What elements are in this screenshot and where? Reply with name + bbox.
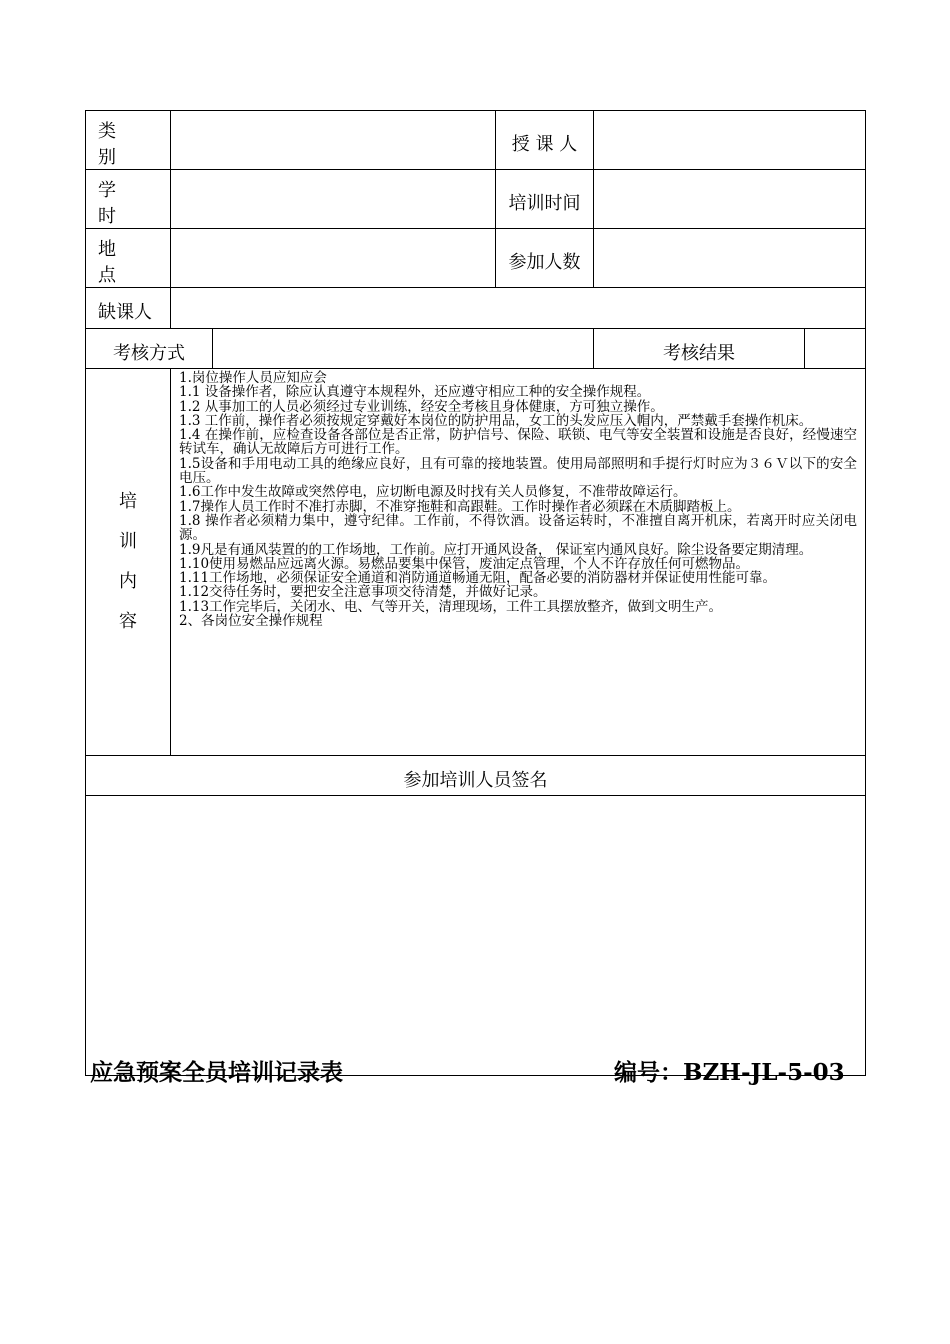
content-label-char: 内 (119, 571, 137, 592)
training-content-label (86, 369, 171, 756)
content-line: 1.岗位操作人员应知应会 (179, 370, 327, 386)
category-value[interactable] (171, 111, 496, 170)
content-line: 1.11工作场地，必须保证安全通道和消防通道畅通无阻，配备必要的消防器材并保证使用性能可靠。 (179, 570, 777, 587)
row-category (86, 111, 866, 170)
content-line: 1.12交待任务时，要把安全注意事项交待清楚，并做好记录。 (179, 584, 547, 601)
training-time-value[interactable] (594, 170, 866, 229)
content-line: 1.3 工作前，操作者必须按规定穿戴好本岗位的防护用品，女工的头发应压入帽内，严禁戴手套操作机床。 (179, 412, 813, 429)
location-value[interactable] (171, 229, 496, 288)
row-absentees (86, 288, 866, 329)
content-label-char: 培 (119, 491, 137, 512)
content-line: 1.8 操作者必须精力集中，遵守纪律。工作前，不得饮酒。设备运转时，不准擅自离开机床，若离开时应关闭电源。 (179, 512, 857, 544)
row-signatures-header (86, 756, 866, 796)
form-title: 应急预案全员培训记录表 (90, 1059, 343, 1086)
hours-value[interactable] (171, 170, 496, 229)
location-label: 地 点 (86, 229, 171, 288)
training-time-label: 培训时间 (496, 170, 594, 229)
assessment-result-value[interactable] (805, 329, 866, 369)
row-training-content (86, 369, 866, 756)
category-label: 类 别 (86, 111, 171, 170)
content-label-char: 训 (119, 531, 137, 552)
absentees-label: 缺课人 (86, 288, 171, 329)
training-content-body (171, 369, 866, 756)
form-code: 编号：BZH-JL-5-03 (614, 1059, 845, 1086)
hours-label: 学 时 (86, 170, 171, 229)
training-record-form (85, 110, 866, 1076)
assessment-result-label: 考核结果 (594, 329, 805, 369)
content-line: 1.13工作完毕后，关闭水、电、气等开关，清理现场，工件工具摆放整齐，做到文明生产。 (179, 598, 723, 615)
absentees-value[interactable] (171, 288, 866, 329)
content-line: 1.6工作中发生故障或突然停电，应切断电源及时找有关人员修复，不准带故障运行。 (179, 484, 687, 501)
lecturer-value[interactable] (594, 111, 866, 170)
attendee-count-label: 参加人数 (496, 229, 594, 288)
content-line: 1.4 在操作前，应检查设备各部位是否正常，防护信号、保险、联锁、电气等安全装置和设施是否良好，经慢速空转试车，确认无故障后方可进行工作。 (179, 427, 857, 458)
content-line: 1.10使用易燃品应远离火源。易燃品要集中保管，废油定点管理，个人不许存放任何可燃物品。 (179, 555, 750, 572)
row-hours (86, 170, 866, 229)
assessment-method-value[interactable] (213, 329, 594, 369)
assessment-method-label: 考核方式 (86, 329, 213, 369)
content-line: 1.2 从事加工的人员必须经过专业训练，经安全考核且身体健康，方可独立操作。 (179, 398, 664, 415)
content-line: 2、各岗位安全操作规程 (179, 613, 323, 630)
content-line: 1.7操作人员工作时不准打赤脚，不准穿拖鞋和高跟鞋。工作时操作者必须踩在木质脚踏板上。 (179, 498, 741, 515)
lecturer-label: 授 课 人 (496, 111, 594, 170)
row-signatures-area (86, 796, 866, 1076)
content-line: 1.1 设备操作者，除应认真遵守本规程外，还应遵守相应工种的安全操作规程。 (179, 384, 651, 401)
row-assessment (86, 329, 866, 369)
content-label-char: 容 (119, 611, 137, 632)
signatures-label: 参加培训人员签名 (86, 756, 866, 796)
content-line: 1.9凡是有通风装置的的工作场地，工作前。应打开通风设备， 保证室内通风良好。除尘设备要定期清理。 (179, 541, 813, 558)
row-location (86, 229, 866, 288)
content-line: 1.5设备和手用电动工具的绝缘应良好，且有可靠的接地装置。使用局部照明和手提行灯时应为３６Ｖ以下的安全电压。 (179, 455, 857, 487)
signatures-area[interactable] (86, 796, 866, 1076)
attendee-count-value[interactable] (594, 229, 866, 288)
